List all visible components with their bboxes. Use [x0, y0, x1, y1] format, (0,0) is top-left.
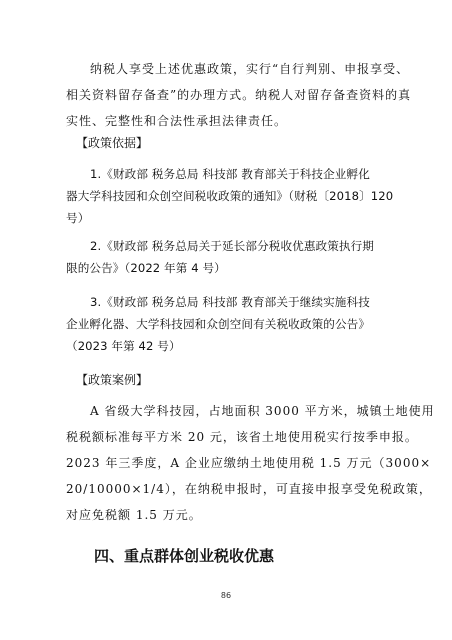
policy-case-heading: 【政策案例】 — [76, 373, 149, 387]
policy-basis-item — [66, 163, 398, 229]
section-title: 四、重点群体创业税收优惠 — [94, 547, 275, 565]
policy-basis-item — [66, 291, 398, 357]
policy-basis-line: 企业孵化器、大学科技园和众创空间有关税收政策的公告》 — [66, 317, 371, 331]
policy-basis-item — [66, 235, 398, 279]
policy-case-line: 对应免税额 1.5 万元。 — [66, 508, 202, 522]
intro-paragraph — [66, 56, 412, 134]
policy-basis-line: 3.《财政部 税务总局 科技部 教育部关于继续实施科技 — [90, 295, 370, 309]
intro-line: 实性、完整性和合法性承担法律责任。 — [66, 114, 288, 128]
policy-case-line: 税税额标准每平方米 20 元，该省土地使用税实行按季申报。 — [66, 430, 418, 444]
policy-basis-line: 限的公告》（2022 年第 4 号） — [66, 261, 226, 275]
intro-line: 纳税人享受上述优惠政策，实行“自行判别、申报享受、 — [90, 62, 410, 76]
policy-basis-line: 2.《财政部 税务总局关于延长部分税收优惠政策执行期 — [90, 239, 375, 253]
policy-basis-heading: 【政策依据】 — [76, 136, 149, 150]
policy-case-line: A 省级大学科技园，占地面积 3000 平方米，城镇土地使用 — [90, 404, 435, 418]
intro-line: 相关资料留存备查”的办理方式。纳税人对留存备查资料的真 — [66, 88, 412, 102]
policy-case-line: 2023 年三季度，A 企业应缴纳土地使用税 1.5 万元（3000× — [66, 456, 432, 470]
policy-basis-line: （2023 年第 42 号） — [66, 339, 181, 353]
policy-case-line: 20/10000×1/4），在纳税申报时，可直接申报享受免税政策， — [66, 482, 432, 496]
policy-basis-line: 器大学科技园和众创空间税收政策的通知》（财税〔2018〕120 — [66, 189, 394, 203]
policy-case-paragraph — [66, 398, 435, 528]
policy-basis-line: 号） — [66, 211, 90, 225]
page-number: 86 — [220, 591, 232, 600]
policy-basis-line: 1.《财政部 税务总局 科技部 教育部关于科技企业孵化 — [90, 167, 370, 181]
